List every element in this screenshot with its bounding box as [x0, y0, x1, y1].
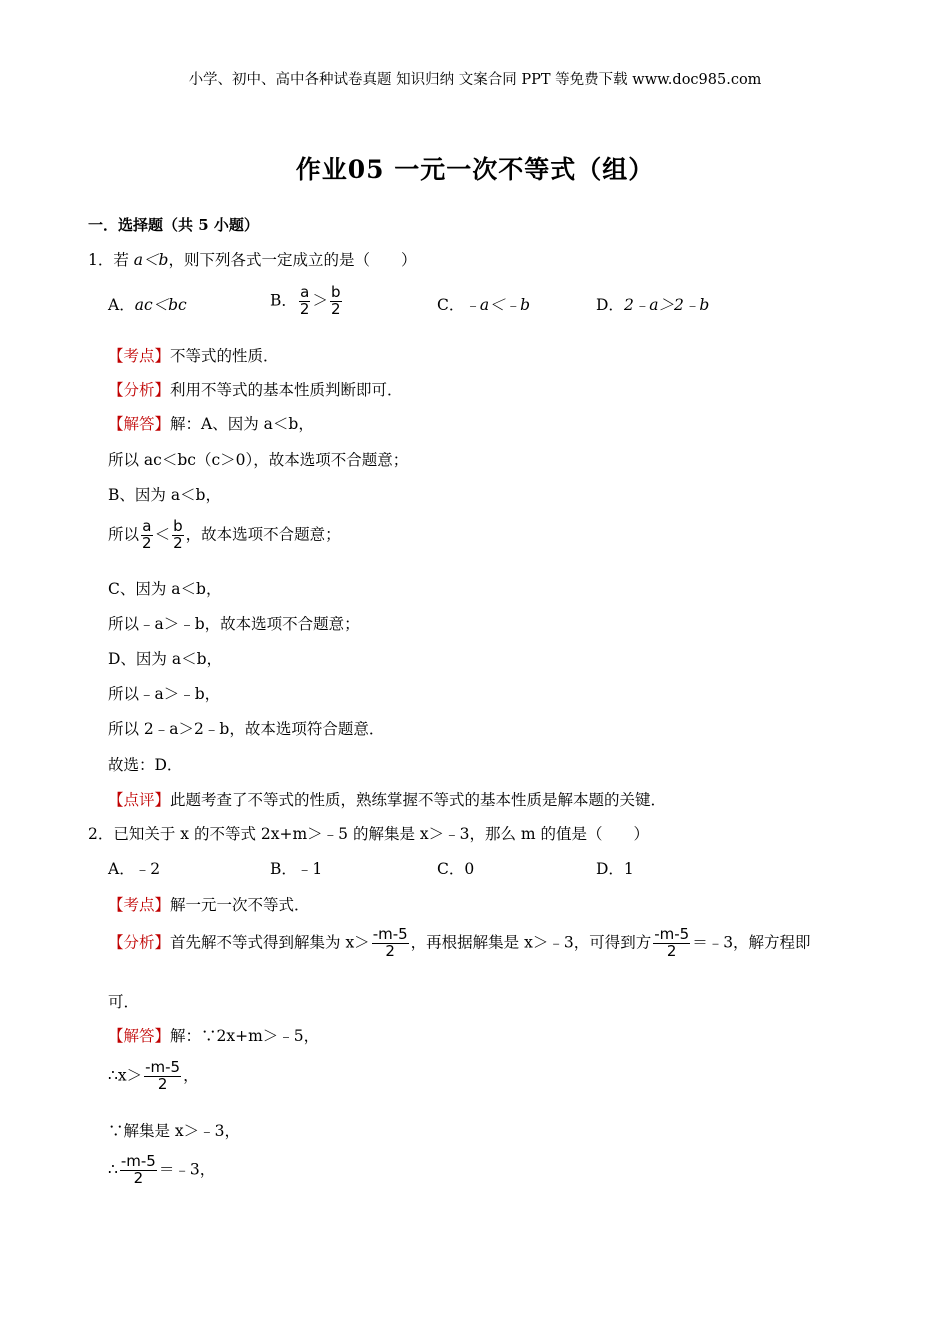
q1-option-c [437, 293, 530, 315]
q1-kaodian-tag: 【考点】 [108, 347, 171, 365]
q2-option-d: D．1 [596, 860, 634, 878]
q1-line-b2-frac-b-den: 2 [173, 533, 183, 552]
q1-line-c2: 所以﹣a＞﹣b，故本选项不合题意； [108, 615, 360, 633]
q2-option-c: C．0 [437, 860, 475, 878]
q2-line-2-pre: ∴x＞ [108, 1066, 143, 1085]
q1-dianping-tag: 【点评】 [108, 791, 171, 809]
q2-option-a: A．﹣2 [108, 860, 161, 878]
q2-stem: 2．已知关于 x 的不等式 2x+m＞﹣5 的解集是 x＞﹣3，那么 m 的值是（ ） [88, 825, 650, 843]
q1-option-d [596, 293, 709, 315]
q1-option-b-frac-b [330, 285, 342, 318]
q2-fenxi-frac-2 [653, 927, 690, 960]
q1-fenxi-text: 利用不等式的基本性质判断即可． [170, 381, 403, 399]
q1-option-b-frac-b-num: b [330, 283, 341, 301]
q1-line-d1: D、因为 a＜b， [108, 650, 223, 668]
q2-fenxi [108, 927, 811, 960]
q1-option-b-frac-a [299, 285, 311, 318]
q1-line-b2-frac-a-num: a [142, 517, 152, 535]
q2-jieda-tag: 【解答】 [108, 1027, 171, 1045]
q1-line-b2 [108, 519, 341, 552]
q2-kaodian-tag: 【考点】 [108, 896, 171, 914]
q1-jieda-pre: 解： [170, 415, 202, 433]
q2-kaodian-text: 解一元一次不等式． [170, 896, 310, 914]
q2-fenxi-frac-1 [372, 927, 409, 960]
q2-line-4-frac-den: 2 [133, 1168, 144, 1187]
q1-option-b-frac-a-num: a [300, 283, 310, 301]
q2-line-4 [108, 1154, 215, 1187]
q1-option-b [270, 285, 344, 318]
q2-fenxi-frac-2-num: -m-5 [654, 925, 690, 943]
q2-kaodian [108, 893, 310, 915]
q1-line-b2-frac-b [172, 519, 184, 552]
q2-jieda-1: 解：∵2x+m＞﹣5， [170, 1027, 320, 1045]
section-heading: 一．选择题（共 5 小题） [88, 216, 259, 234]
q1-kaodian-text: 不等式的性质． [170, 347, 279, 365]
q1-line-b2-pre: 所以 [108, 525, 140, 544]
q1-option-c-label: C． [437, 296, 465, 314]
q2-line-4-pre: ∴ [108, 1160, 118, 1179]
q1-option-d-label: D． [596, 296, 624, 314]
q1-stem-pre: 1．若 [88, 251, 134, 269]
q2-fenxi-pre: 首先解不等式得到解集为 x＞ [170, 933, 370, 952]
q1-stem-ineq: a＜b [133, 251, 169, 269]
q1-line-a2: 所以 ac＜bc（c＞0），故本选项不合题意； [108, 451, 409, 469]
q1-option-a-text: ac＜bc [134, 296, 187, 314]
page-header: 小学、初中、高中各种试卷真题 知识归纳 文案合同 PPT 等免费下载 www.doc985.com [188, 72, 762, 88]
q2-line-2-post: ， [183, 1066, 199, 1085]
q2-fenxi-frac-2-den: 2 [666, 941, 677, 960]
q2-fenxi-end: 可． [108, 993, 140, 1011]
q1-dianping-text: 此题考查了不等式的性质，熟练掌握不等式的基本性质是解本题的关键． [170, 791, 667, 809]
q1-line-b1: B、因为 a＜b， [108, 486, 221, 504]
q1-line-b2-op: ＜ [154, 525, 171, 544]
q1-fenxi-tag: 【分析】 [108, 381, 171, 399]
q2-jieda [108, 1024, 319, 1046]
q1-option-b-label: B． [270, 291, 297, 310]
q2-fenxi-frac-1-den: 2 [385, 941, 395, 960]
q2-line-2 [108, 1060, 199, 1093]
q1-option-c-text: ﹣a＜﹣b [464, 296, 531, 314]
q2-line-4-frac-num: -m-5 [120, 1152, 156, 1170]
q1-choose: 故选：D． [108, 756, 183, 774]
q2-fenxi-frac-1-num: -m-5 [372, 925, 408, 943]
q2-line-2-frac [144, 1060, 181, 1093]
page-title: 作业05 一元一次不等式（组） [295, 155, 655, 184]
q1-dianping [108, 788, 666, 810]
q1-kaodian [108, 344, 279, 366]
q1-option-b-frac-b-den: 2 [330, 299, 341, 318]
q1-option-b-frac-a-den: 2 [299, 299, 310, 318]
q1-jieda-tag: 【解答】 [108, 415, 171, 433]
q1-option-b-op: ＞ [312, 291, 328, 310]
q1-line-b2-frac-a [141, 519, 153, 552]
q1-line-b2-frac-a-den: 2 [142, 533, 152, 552]
q1-line-d2: 所以﹣a＞﹣b， [108, 685, 221, 703]
q1-line-d3: 所以 2﹣a＞2﹣b，故本选项符合题意． [108, 720, 385, 738]
q1-line-b2-frac-b-num: b [173, 517, 183, 535]
q2-fenxi-tag: 【分析】 [108, 933, 171, 952]
q1-stem-post: ，则下列各式一定成立的是（ ） [168, 251, 417, 269]
q2-line-2-frac-num: -m-5 [145, 1058, 181, 1076]
q1-line-b2-post: ，故本选项不合题意； [185, 525, 341, 544]
q2-line-3: ∵解集是 x＞﹣3， [108, 1122, 241, 1140]
q2-line-2-frac-den: 2 [157, 1074, 168, 1093]
q1-jieda-a: A、因为 a＜b， [201, 415, 314, 433]
q1-stem [88, 248, 416, 270]
q1-line-c1: C、因为 a＜b， [108, 580, 222, 598]
q1-option-a [108, 293, 187, 315]
q2-fenxi-mid: ，再根据解集是 x＞﹣3，可得到方 [410, 933, 652, 952]
q2-fenxi-post: ＝﹣3，解方程即 [692, 933, 811, 952]
q2-line-4-post: ＝﹣3， [158, 1160, 216, 1179]
q1-fenxi [108, 378, 403, 400]
q2-line-4-frac [120, 1154, 157, 1187]
q1-option-d-text: 2﹣a＞2﹣b [623, 296, 710, 314]
q2-option-b: B．﹣1 [270, 860, 323, 878]
q1-jieda [108, 412, 314, 434]
q1-option-a-label: A． [108, 296, 135, 314]
